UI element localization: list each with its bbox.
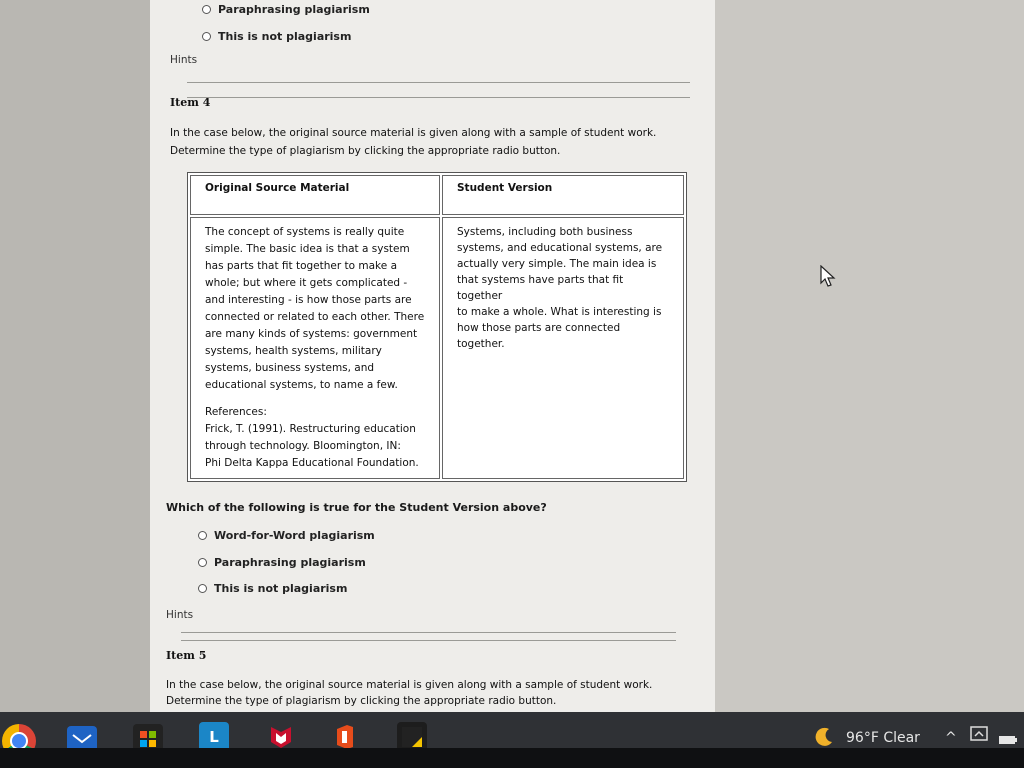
divider [181, 632, 676, 633]
quiz-page [150, 0, 715, 712]
references-label: References: [205, 406, 267, 418]
network-icon[interactable] [970, 726, 990, 748]
original-source-header: Original Source Material [190, 175, 440, 215]
reference-line: through technology. Bloomington, IN: [205, 440, 401, 452]
reference-line: Frick, T. (1991). Restructuring education [205, 423, 416, 435]
hints-link[interactable]: Hints [166, 609, 194, 621]
weather-text[interactable]: 96°F Clear [846, 730, 920, 746]
item-5-intro-line-1: In the case below, the original source material is given along with a sample of student work. [166, 679, 653, 691]
original-line: systems, business systems, and [205, 362, 375, 374]
background-pane [715, 0, 1024, 712]
item-5-title: Item 5 [166, 649, 207, 662]
original-line: systems, health systems, military [205, 345, 382, 357]
student-line: to make a whole. What is interesting is [457, 306, 662, 318]
original-line: and interesting - is how those parts are [205, 294, 412, 306]
divider [181, 640, 676, 641]
radio-option-word-for-word[interactable] [198, 529, 375, 542]
hints-link-prev[interactable]: Hints [170, 54, 198, 66]
radio-label: This is not plagiarism [214, 582, 348, 595]
student-line: how those parts are connected together. [457, 322, 621, 350]
reference-line: Phi Delta Kappa Educational Foundation. [205, 457, 419, 469]
tray-chevron-icon[interactable]: ^ [945, 730, 957, 746]
original-line: has parts that fit together to make a [205, 260, 397, 272]
radio-label: This is not plagiarism [218, 30, 352, 43]
original-line: are many kinds of systems: government [205, 328, 418, 340]
student-line: systems, and educational systems, are [457, 242, 663, 254]
divider [187, 97, 690, 98]
original-line: whole; but where it gets complicated - [205, 277, 408, 289]
radio-icon[interactable] [202, 32, 211, 41]
student-version-header: Student Version [442, 175, 684, 215]
original-line: simple. The basic idea is that a system [205, 243, 410, 255]
original-line: educational systems, to name a few. [205, 379, 398, 391]
radio-icon[interactable] [198, 558, 207, 567]
references-block [205, 404, 425, 472]
item-4-title: Item 4 [170, 96, 211, 109]
radio-option-not-plagiarism-prev[interactable] [202, 30, 351, 43]
mouse-pointer-icon [820, 265, 836, 293]
radio-icon[interactable] [198, 531, 207, 540]
l-app-icon[interactable]: L [199, 722, 229, 752]
item-5-intro-line-2: Determine the type of plagiarism by clicking the appropriate radio button. [166, 695, 557, 707]
radio-icon[interactable] [198, 584, 207, 593]
student-version-cell [442, 217, 684, 479]
battery-icon[interactable] [998, 730, 1018, 749]
item-4-question: Which of the following is true for the Student Version above? [166, 501, 547, 514]
original-source-cell [190, 217, 440, 479]
student-line: actually very simple. The main idea is [457, 258, 657, 270]
comparison-table [187, 172, 687, 482]
radio-option-not-plagiarism[interactable] [198, 582, 347, 595]
student-line: Systems, including both business [457, 226, 633, 238]
original-line: connected or related to each other. There [205, 311, 425, 323]
item-4-intro-line-2: Determine the type of plagiarism by clicking the appropriate radio button. [170, 145, 561, 157]
original-source-text [205, 224, 425, 394]
radio-label: Paraphrasing plagiarism [218, 3, 370, 16]
student-version-text [457, 224, 669, 352]
screen-bezel [0, 748, 1024, 768]
radio-label: Paraphrasing plagiarism [214, 556, 366, 569]
item-4-intro-line-1: In the case below, the original source material is given along with a sample of student work. [170, 127, 657, 139]
radio-icon[interactable] [202, 5, 211, 14]
radio-label: Word-for-Word plagiarism [214, 529, 375, 542]
radio-option-paraphrasing-prev[interactable] [202, 3, 370, 16]
original-line: The concept of systems is really quite [205, 226, 405, 238]
divider [187, 82, 690, 83]
radio-option-paraphrasing[interactable] [198, 556, 366, 569]
student-line: that systems have parts that fit together [457, 274, 624, 302]
